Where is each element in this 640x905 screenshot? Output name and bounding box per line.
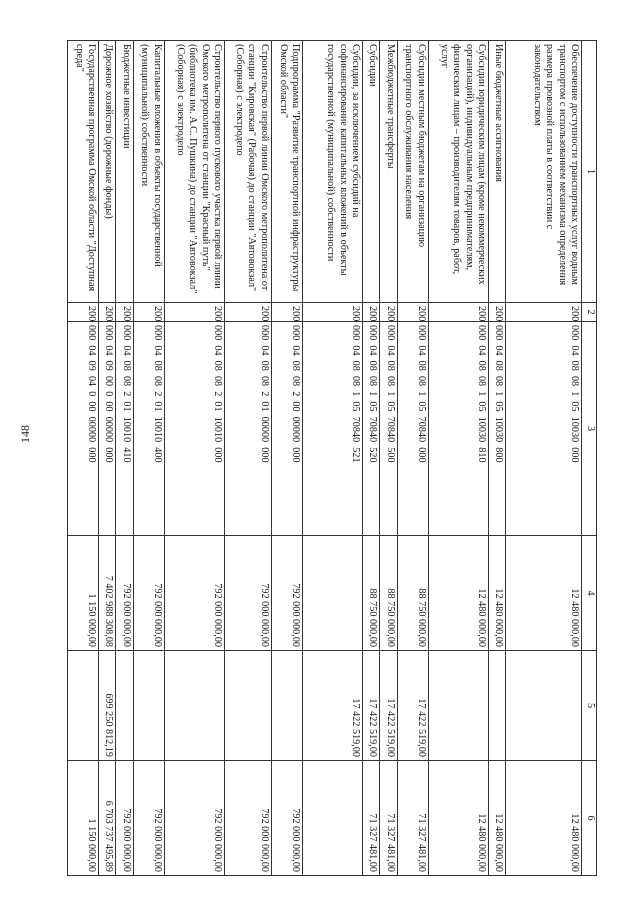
- row-col4: 1 150 000,00: [68, 536, 99, 651]
- row-col2: 200: [363, 303, 380, 322]
- row-code: 000 04 08 08 1 05 70840 520: [363, 322, 380, 536]
- row-col4: 12 480 000,00: [428, 536, 488, 651]
- budget-table: [67, 40, 597, 876]
- row-code: 000 04 08 08 2 01 00000 000: [225, 322, 272, 536]
- row-col4: 88 750 000,00: [397, 536, 428, 651]
- row-name: Государственная программа Омской области "Доступная среда": [68, 41, 99, 303]
- table-row: [303, 41, 363, 876]
- row-code: 000 04 08 08 1 05 70840 521: [303, 322, 363, 536]
- header-col-1: 1: [582, 41, 597, 303]
- row-col6: 792 000 000,00: [116, 761, 133, 876]
- row-col4: 12 480 000,00: [506, 536, 582, 651]
- row-col2: 200: [380, 303, 397, 322]
- row-col6: 792 000 000,00: [271, 761, 302, 876]
- row-col4: 792 000 000,00: [116, 536, 133, 651]
- header-col-2: 2: [582, 303, 597, 322]
- row-col5: [133, 651, 164, 761]
- row-col2: 200: [164, 303, 224, 322]
- row-col6: 71 327 481,00: [363, 761, 380, 876]
- row-col6: 71 327 481,00: [397, 761, 428, 876]
- table-row: [133, 41, 164, 876]
- row-col4: 12 480 000,00: [489, 536, 506, 651]
- row-col4: 792 000 000,00: [133, 536, 164, 651]
- row-col2: 200: [68, 303, 99, 322]
- row-col5: [489, 651, 506, 761]
- row-code: 000 04 09 00 0 00 00000 000: [99, 322, 116, 536]
- table-row: [428, 41, 488, 876]
- row-col2: 200: [133, 303, 164, 322]
- row-name: Обеспечение доступности транспортных услуг водным транспортом с использованием механизма определения размера провозной платы в соответствии с законодательством: [506, 41, 582, 303]
- row-code: 000 04 08 08 1 05 70840 000: [397, 322, 428, 536]
- row-col2: 200: [303, 303, 363, 322]
- row-col4: 88 750 000,00: [363, 536, 380, 651]
- row-col6: 792 000 000,00: [133, 761, 164, 876]
- row-col4: [303, 536, 363, 651]
- row-code: 000 04 09 04 0 00 00000 000: [68, 322, 99, 536]
- row-col5: [271, 651, 302, 761]
- table-row: [363, 41, 380, 876]
- row-col4: 792 000 000,00: [271, 536, 302, 651]
- row-col2: 200: [271, 303, 302, 322]
- row-name: Субсидии юридическим лицам (кроме некоммерческих организаций), индивидуальным предпринимателям, физическим лицам – производителям товаров, работ, услуг: [428, 41, 488, 303]
- row-col4: 7 402 988 308,08: [99, 536, 116, 651]
- row-col2: 200: [116, 303, 133, 322]
- row-name: Подпрограмма "Развитие транспортной инфраструктуры Омской области": [271, 41, 302, 303]
- row-col5: [116, 651, 133, 761]
- row-name: Капитальные вложения в объекты государственной (муниципальной) собственности: [133, 41, 164, 303]
- row-col2: 200: [506, 303, 582, 322]
- row-code: 000 04 08 08 1 05 70840 500: [380, 322, 397, 536]
- header-col-6: 6: [582, 761, 597, 876]
- table-row: [380, 41, 397, 876]
- row-name: Субсидии местным бюджетам на организацию транспортного обслуживания населения: [397, 41, 428, 303]
- row-code: 000 04 08 08 1 05 10030 800: [489, 322, 506, 536]
- row-code: 000 04 08 08 2 01 10010 000: [164, 322, 224, 536]
- row-code: 000 04 08 08 2 00 00000 000: [271, 322, 302, 536]
- row-name: Дорожное хозяйство (дорожные фонды): [99, 41, 116, 303]
- table-row: [164, 41, 224, 876]
- table-row: [271, 41, 302, 876]
- row-col2: 200: [428, 303, 488, 322]
- table-row: [116, 41, 133, 876]
- row-col6: 6 703 737 495,89: [99, 761, 116, 876]
- row-name: Бюджетные инвестиции: [116, 41, 133, 303]
- row-col4: 792 000 000,00: [225, 536, 272, 651]
- row-col2: 200: [225, 303, 272, 322]
- row-name: Субсидии, за исключением субсидий на софинансирование капитальных вложений в объекты государственной (муниципальной) собственности: [303, 41, 363, 303]
- row-col6: 12 480 000,00: [489, 761, 506, 876]
- row-col6: [303, 761, 363, 876]
- row-col2: 200: [397, 303, 428, 322]
- row-code: 000 04 08 08 2 01 10010 410: [116, 322, 133, 536]
- row-col5: 699 250 812,19: [99, 651, 116, 761]
- header-col-5: 5: [582, 651, 597, 761]
- row-col6: 1 150 000,00: [68, 761, 99, 876]
- table-row: [397, 41, 428, 876]
- row-code: 000 04 08 08 1 05 10030 810: [428, 322, 488, 536]
- row-col5: 17 422 519,00: [363, 651, 380, 761]
- row-col6: 12 480 000,00: [506, 761, 582, 876]
- row-col6: 12 480 000,00: [428, 761, 488, 876]
- row-col5: 17 422 519,00: [397, 651, 428, 761]
- row-code: 000 04 08 08 2 01 10010 400: [133, 322, 164, 536]
- header-col-3: 3: [582, 322, 597, 536]
- row-col5: [68, 651, 99, 761]
- row-col2: 200: [99, 303, 116, 322]
- row-code: 000 04 08 08 1 05 10030 000: [506, 322, 582, 536]
- row-col4: 792 000 000,00: [164, 536, 224, 651]
- row-col5: [164, 651, 224, 761]
- row-col6: 792 000 000,00: [225, 761, 272, 876]
- row-name: Субсидии: [363, 41, 380, 303]
- table-row: [225, 41, 272, 876]
- table-row: [506, 41, 582, 876]
- row-col5: [225, 651, 272, 761]
- budget-table-container: [67, 40, 597, 875]
- row-col2: 200: [489, 303, 506, 322]
- row-name: Межбюджетные трансферты: [380, 41, 397, 303]
- row-col6: 71 327 481,00: [380, 761, 397, 876]
- row-name: Строительство первой линии Омского метрополитена от станции "Кировская" (Рабочая) до станции "Автовокзал" (Соборная) с электродепо: [225, 41, 272, 303]
- row-col6: 792 000 000,00: [164, 761, 224, 876]
- header-col-4: 4: [582, 536, 597, 651]
- table-row: [99, 41, 116, 876]
- table-row: [68, 41, 99, 876]
- page-number: 148: [18, 425, 32, 443]
- row-col5: [428, 651, 488, 761]
- row-col5: 17 422 519,00: [303, 651, 363, 761]
- row-col4: 88 750 000,00: [380, 536, 397, 651]
- row-name: Иные бюджетные ассигнования: [489, 41, 506, 303]
- row-col5: 17 422 519,00: [380, 651, 397, 761]
- row-name: Строительство первого пускового участка первой линии Омского метрополитена от станции "Красный путь" (библиотека им. А.С. Пушкина) до станции "Автовокзал" (Соборная) с электродепо: [164, 41, 224, 303]
- table-header-row: [582, 41, 597, 876]
- row-col5: [506, 651, 582, 761]
- table-row: [489, 41, 506, 876]
